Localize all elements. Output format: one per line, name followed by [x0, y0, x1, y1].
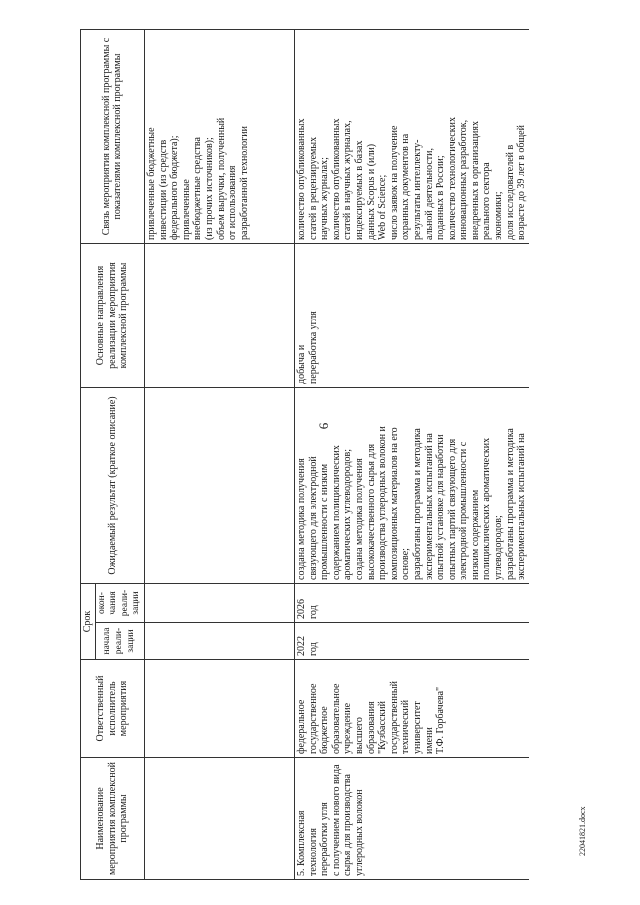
- program-table: [80, 29, 529, 880]
- cell-empty: [144, 388, 294, 584]
- header-directions: Основные направления реализации мероприятия комплексной программы: [81, 244, 145, 388]
- cell-empty: [144, 660, 294, 758]
- cell-executor: федеральное государственное бюджетное образовательное учреждение высшего образования "Кузбасский государственный технический университет имени Т.Ф. Горбачева": [294, 660, 528, 758]
- header-name: Наименование мероприятия комплексной программы: [81, 758, 145, 880]
- header-end: окон- чания реали- зации: [95, 584, 144, 623]
- header-link: Связь мероприятия комплексной программы с показателями комплексной программы: [81, 30, 145, 244]
- cell-result: создана методика получения связующего для электродной промышленности с низким содержанием полициклических ароматических углеводородов; создана методика получения высококачественного сырья для производства углеродных волокон и композиционных материалов на его основе; разработаны программа и методика экспериментальных испытаний на опытной установке для наработки опытных партий связующего для электродной промышленности с низким содержанием полициклических ароматических углеводородов; разработаны программа и методика экспериментальных испытаний на: [294, 388, 528, 584]
- footer-filename: 22041821.docx: [578, 806, 587, 856]
- header-term: Срок: [81, 584, 96, 660]
- page-number: 6: [316, 422, 331, 430]
- cell-link: количество опубликованных статей в рецензируемых научных журналах; количество опубликованных статей в научных журналах, индексируемых в базах данных Scopus и (или) Web of Science; число заявок на получение охранных документов на результаты интеллекту- альной деятельности, поданных в России; количество технологических инновационных разработок, внедренных в организациях реального сектора экономики; доля исследователей в возрасте до 39 лет в общей: [294, 30, 528, 244]
- header-row: [81, 30, 96, 880]
- cell-empty: [144, 623, 294, 660]
- cell-end: 2026 год: [294, 584, 528, 623]
- cell-empty: [144, 758, 294, 880]
- cell-empty: [144, 584, 294, 623]
- cell-name: 5. Комплексная технология переработки угля с получением нового вида сырья для производства углеродных волокон: [294, 758, 528, 880]
- rotated-page-content: [80, 30, 580, 880]
- header-executor: Ответственный исполнитель мероприятия: [81, 660, 145, 758]
- header-result: Ожидаемый результат (краткое описание): [81, 388, 145, 584]
- cell-empty: [144, 244, 294, 388]
- cell-directions: добыча и переработка угля: [294, 244, 528, 388]
- cell-link-continued: привлеченные бюджетные инвестиции (из средств федерального бюджета); привлеченные внебюджетные средства (из прочих источников); объем выручки, полученный от использования разработанной технологии: [144, 30, 294, 244]
- header-start: начала реали- зации: [95, 623, 144, 660]
- table-row: [294, 30, 528, 880]
- cell-start: 2022 год: [294, 623, 528, 660]
- continuation-row: [144, 30, 294, 880]
